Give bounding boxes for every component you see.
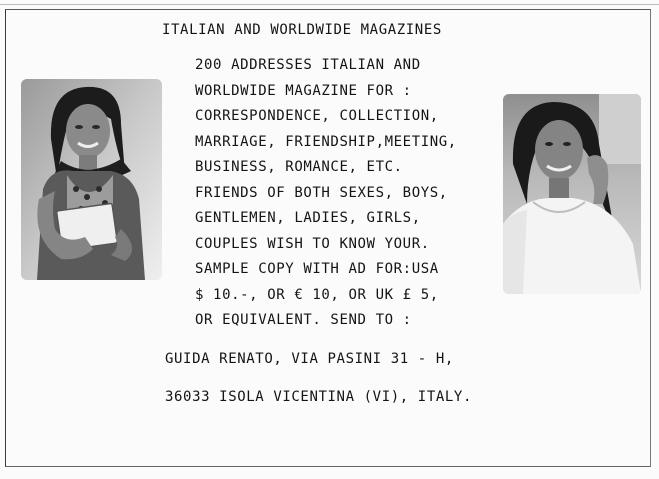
- photo-woman-right-image: [503, 94, 641, 294]
- ad-body-line: CORRESPONDENCE, COLLECTION,: [195, 108, 439, 124]
- ad-body-line: WORLDWIDE MAGAZINE FOR :: [195, 82, 412, 99]
- ad-title: ITALIAN AND WORLDWIDE MAGAZINES: [162, 22, 442, 38]
- address-street: GUIDA RENATO, VIA PASINI 31 - H,: [165, 351, 454, 367]
- scan-edge-line: [0, 4, 659, 5]
- ad-body-line: COUPLES WISH TO KNOW YOUR.: [195, 235, 430, 252]
- ad-body-line: FRIENDS OF BOTH SEXES, BOYS,: [195, 184, 448, 201]
- photo-woman-left-image: [21, 79, 162, 280]
- photo-woman-left: [21, 79, 162, 280]
- address-city: 36033 ISOLA VICENTINA (VI), ITALY.: [165, 389, 472, 405]
- ad-body-line: OR EQUIVALENT. SEND TO :: [195, 312, 412, 328]
- photo-woman-right: [503, 94, 641, 294]
- ad-body-line: MARRIAGE, FRIENDSHIP,MEETING,: [195, 133, 457, 150]
- ad-body-line: GENTLEMEN, LADIES, GIRLS,: [195, 210, 421, 226]
- ad-body-line: 200 ADDRESSES ITALIAN AND: [195, 57, 421, 73]
- ad-body-text: [195, 57, 457, 338]
- ad-body-line: $ 10.-, OR € 10, OR UK £ 5,: [195, 286, 439, 303]
- ad-body-line: SAMPLE COPY WITH AD FOR:USA: [195, 261, 439, 277]
- ad-body-line: BUSINESS, ROMANCE, ETC.: [195, 159, 403, 175]
